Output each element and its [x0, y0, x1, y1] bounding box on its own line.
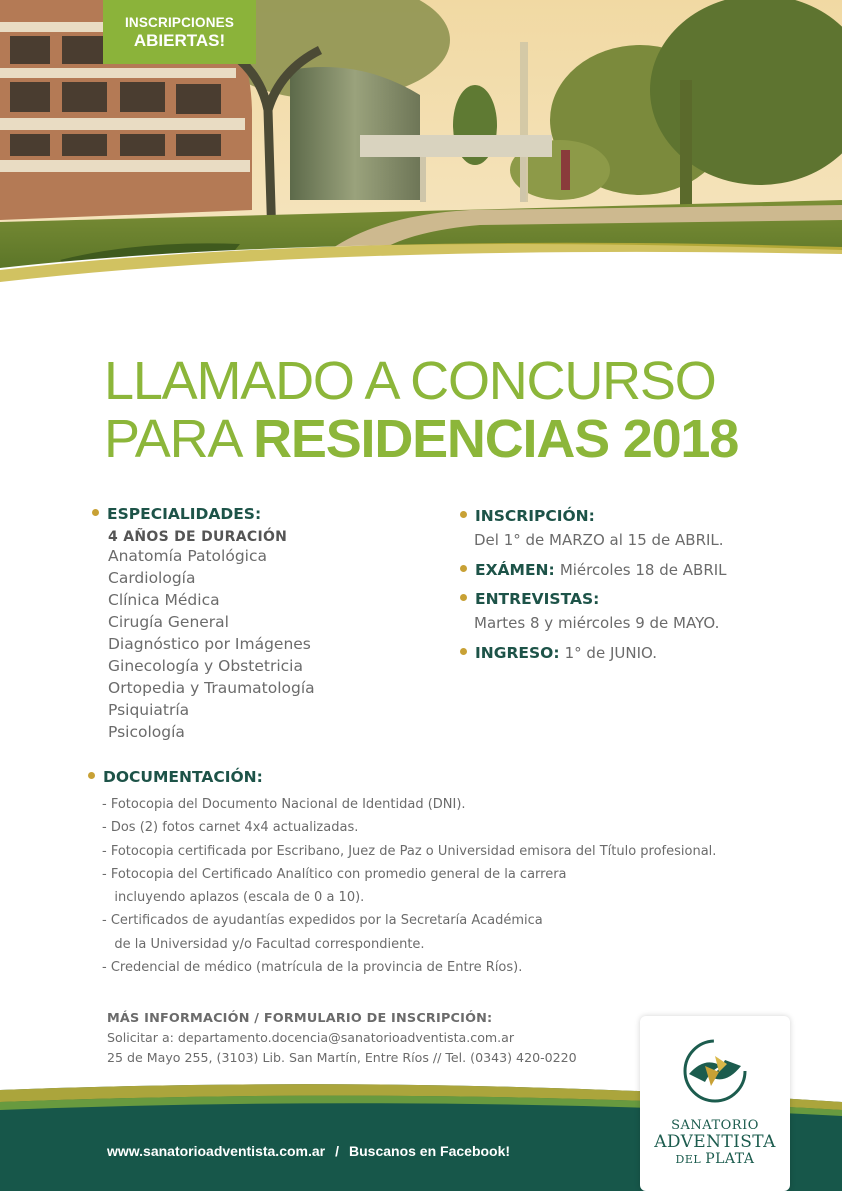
- interviews-label: ENTREVISTAS:: [475, 590, 600, 608]
- list-item: Psicología: [108, 723, 185, 741]
- bullet-icon: [88, 772, 95, 779]
- admission-heading: [460, 644, 560, 662]
- bullet-icon: [92, 509, 99, 516]
- address-phone-line: 25 de Mayo 255, (3103) Lib. San Martín, Entre Ríos // Tel. (0343) 420-0220: [107, 1050, 577, 1065]
- title-line-2: [104, 410, 804, 468]
- exam-heading: [460, 561, 555, 579]
- inscription-dates: Del 1° de MARZO al 15 de ABRIL.: [474, 531, 724, 549]
- list-item: - Credencial de médico (matrícula de la provincia de Entre Ríos).: [102, 960, 523, 976]
- specialties-list: [108, 545, 422, 743]
- inscription-item: [460, 507, 820, 549]
- list-item: Cirugía General: [108, 613, 229, 631]
- badge-line-1: INSCRIPCIONES: [124, 15, 235, 30]
- inscription-heading: [460, 507, 820, 525]
- list-item: - Fotocopia certificada por Escribano, Juez de Paz o Universidad emisora del Título profesional.: [102, 843, 717, 859]
- sanatorium-logo-card: [640, 1016, 790, 1191]
- website-link[interactable]: www.sanatorioadventista.com.ar: [107, 1143, 326, 1159]
- bullet-icon: [460, 565, 467, 572]
- bullet-icon: [460, 511, 467, 518]
- list-item: Cardiología: [108, 569, 196, 587]
- exam-label: EXÁMEN:: [475, 561, 555, 579]
- list-item: Ginecología y Obstetricia: [108, 657, 303, 675]
- list-item: - Dos (2) fotos carnet 4x4 actualizadas.: [102, 820, 359, 836]
- admission-label: INGRESO:: [475, 644, 560, 662]
- specialties-section: [92, 505, 422, 743]
- facebook-link[interactable]: Buscanos en Facebook!: [349, 1143, 511, 1159]
- bullet-icon: [460, 594, 467, 601]
- interviews-heading: [460, 590, 820, 608]
- more-info-heading: MÁS INFORMACIÓN / FORMULARIO DE INSCRIPCIÓN:: [107, 1011, 493, 1026]
- contact-email-line: Solicitar a: departamento.docencia@sanatorioadventista.com.ar: [107, 1030, 515, 1045]
- bullet-icon: [460, 648, 467, 655]
- logo-line-3-big: PLATA: [705, 1151, 755, 1167]
- list-item: de la Universidad y/o Facultad correspondiente.: [102, 936, 425, 952]
- footer-links: [107, 1143, 510, 1159]
- documentation-heading: [88, 768, 808, 786]
- logo-line-3: [640, 1151, 790, 1167]
- specialties-heading-text: ESPECIALIDADES:: [107, 505, 262, 523]
- exam-item: [460, 560, 820, 579]
- logo-line-1: SANATORIO: [671, 1118, 759, 1133]
- list-item: incluyendo aplazos (escala de 0 a 10).: [102, 890, 365, 906]
- exam-date: Miércoles 18 de ABRIL: [559, 561, 727, 579]
- specialties-heading: [92, 505, 422, 523]
- list-item: Anatomía Patológica: [108, 547, 267, 565]
- more-info-section: [107, 1011, 627, 1068]
- list-item: Clínica Médica: [108, 591, 220, 609]
- registration-open-badge: [103, 0, 256, 64]
- list-item: - Certificados de ayudantías expedidos por la Secretaría Académica: [102, 913, 543, 929]
- documentation-list: [102, 793, 808, 979]
- admission-date: 1° de JUNIO.: [564, 644, 657, 662]
- interviews-item: [460, 590, 820, 632]
- title-line-1: LLAMADO A CONCURSO: [104, 351, 716, 411]
- list-item: - Fotocopia del Documento Nacional de Identidad (DNI).: [102, 797, 466, 812]
- title-line-2-strong: RESIDENCIAS 2018: [253, 409, 739, 469]
- schedule-section: [460, 507, 820, 673]
- logo-line-3-small: DEL: [675, 1153, 702, 1166]
- logo-line-2: ADVENTISTA: [654, 1132, 776, 1152]
- list-item: Ortopedia y Traumatología: [108, 679, 315, 697]
- documentation-section: [88, 768, 808, 979]
- title-line-2-prefix: PARA: [104, 409, 254, 469]
- page-title: [104, 352, 804, 468]
- footer-separator: /: [335, 1143, 339, 1159]
- badge-line-2: ABIERTAS!: [133, 31, 226, 50]
- documentation-heading-text: DOCUMENTACIÓN:: [103, 768, 263, 786]
- list-item: - Fotocopia del Certificado Analítico con promedio general de la carrera: [102, 866, 567, 882]
- sanatorium-logo-icon: [675, 1036, 755, 1106]
- inscription-label: INSCRIPCIÓN:: [475, 507, 595, 525]
- list-item: Diagnóstico por Imágenes: [108, 635, 311, 653]
- duration-label: 4 AÑOS DE DURACIÓN: [108, 529, 288, 545]
- interviews-dates: Martes 8 y miércoles 9 de MAYO.: [474, 614, 720, 632]
- list-item: Psiquiatría: [108, 701, 190, 719]
- admission-item: [460, 643, 820, 662]
